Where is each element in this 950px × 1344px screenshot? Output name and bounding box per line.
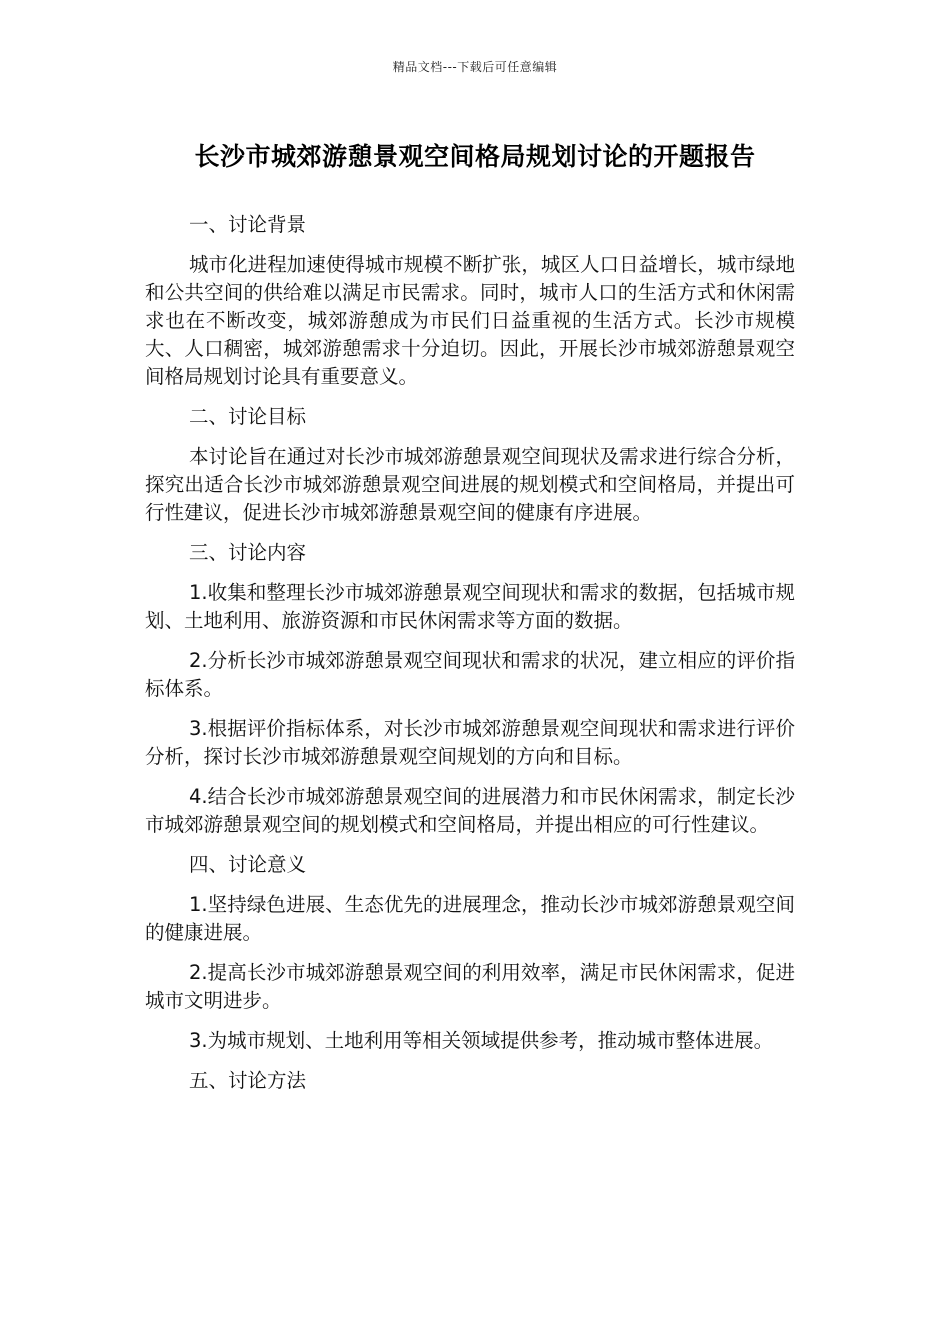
content-item-1: 1.收集和整理长沙市城郊游憩景观空间现状和需求的数据，包括城市规划、土地利用、旅游资源和市民休闲需求等方面的数据。 bbox=[145, 581, 795, 632]
content-item-4: 4.结合长沙市城郊游憩景观空间的进展潜力和市民休闲需求，制定长沙市城郊游憩景观空间的规划模式和空间格局，并提出相应的可行性建议。 bbox=[145, 785, 795, 836]
significance-item-1: 1.坚持绿色进展、生态优先的进展理念，推动长沙市城郊游憩景观空间的健康进展。 bbox=[145, 893, 795, 944]
section-heading-background: 一、讨论背景 bbox=[189, 213, 307, 236]
content-item-2: 2.分析长沙市城郊游憩景观空间现状和需求的状况，建立相应的评价指标体系。 bbox=[145, 649, 795, 700]
section-heading-goal: 二、讨论目标 bbox=[189, 405, 307, 428]
section-heading-content: 三、讨论内容 bbox=[189, 541, 307, 564]
section-heading-method: 五、讨论方法 bbox=[189, 1069, 307, 1092]
content-item-3: 3.根据评价指标体系，对长沙市城郊游憩景观空间现状和需求进行评价分析，探讨长沙市城郊游憩景观空间规划的方向和目标。 bbox=[145, 717, 795, 768]
significance-item-3: 3.为城市规划、土地利用等相关领域提供参考，推动城市整体进展。 bbox=[189, 1029, 774, 1052]
section-heading-significance: 四、讨论意义 bbox=[189, 853, 307, 876]
paragraph-background: 城市化进程加速使得城市规模不断扩张，城区人口日益增长，城市绿地和公共空间的供给难以满足市民需求。同时，城市人口的生活方式和休闲需求也在不断改变，城郊游憩成为市民们日益重视的生活方式。长沙市规模大、人口稠密，城郊游憩需求十分迫切。因此，开展长沙市城郊游憩景观空间格局规划讨论具有重要意义。 bbox=[145, 253, 795, 388]
header-note: 精品文档---下载后可任意编辑 bbox=[392, 60, 558, 74]
paragraph-goal: 本讨论旨在通过对长沙市城郊游憩景观空间现状及需求进行综合分析，探究出适合长沙市城郊游憩景观空间进展的规划模式和空间格局，并提出可行性建议，促进长沙市城郊游憩景观空间的健康有序进展。 bbox=[145, 445, 795, 524]
document-body bbox=[145, 211, 795, 1107]
significance-item-2: 2.提高长沙市城郊游憩景观空间的利用效率，满足市民休闲需求，促进城市文明进步。 bbox=[145, 961, 795, 1012]
document-title: 长沙市城郊游憩景观空间格局规划讨论的开题报告 bbox=[194, 142, 756, 171]
